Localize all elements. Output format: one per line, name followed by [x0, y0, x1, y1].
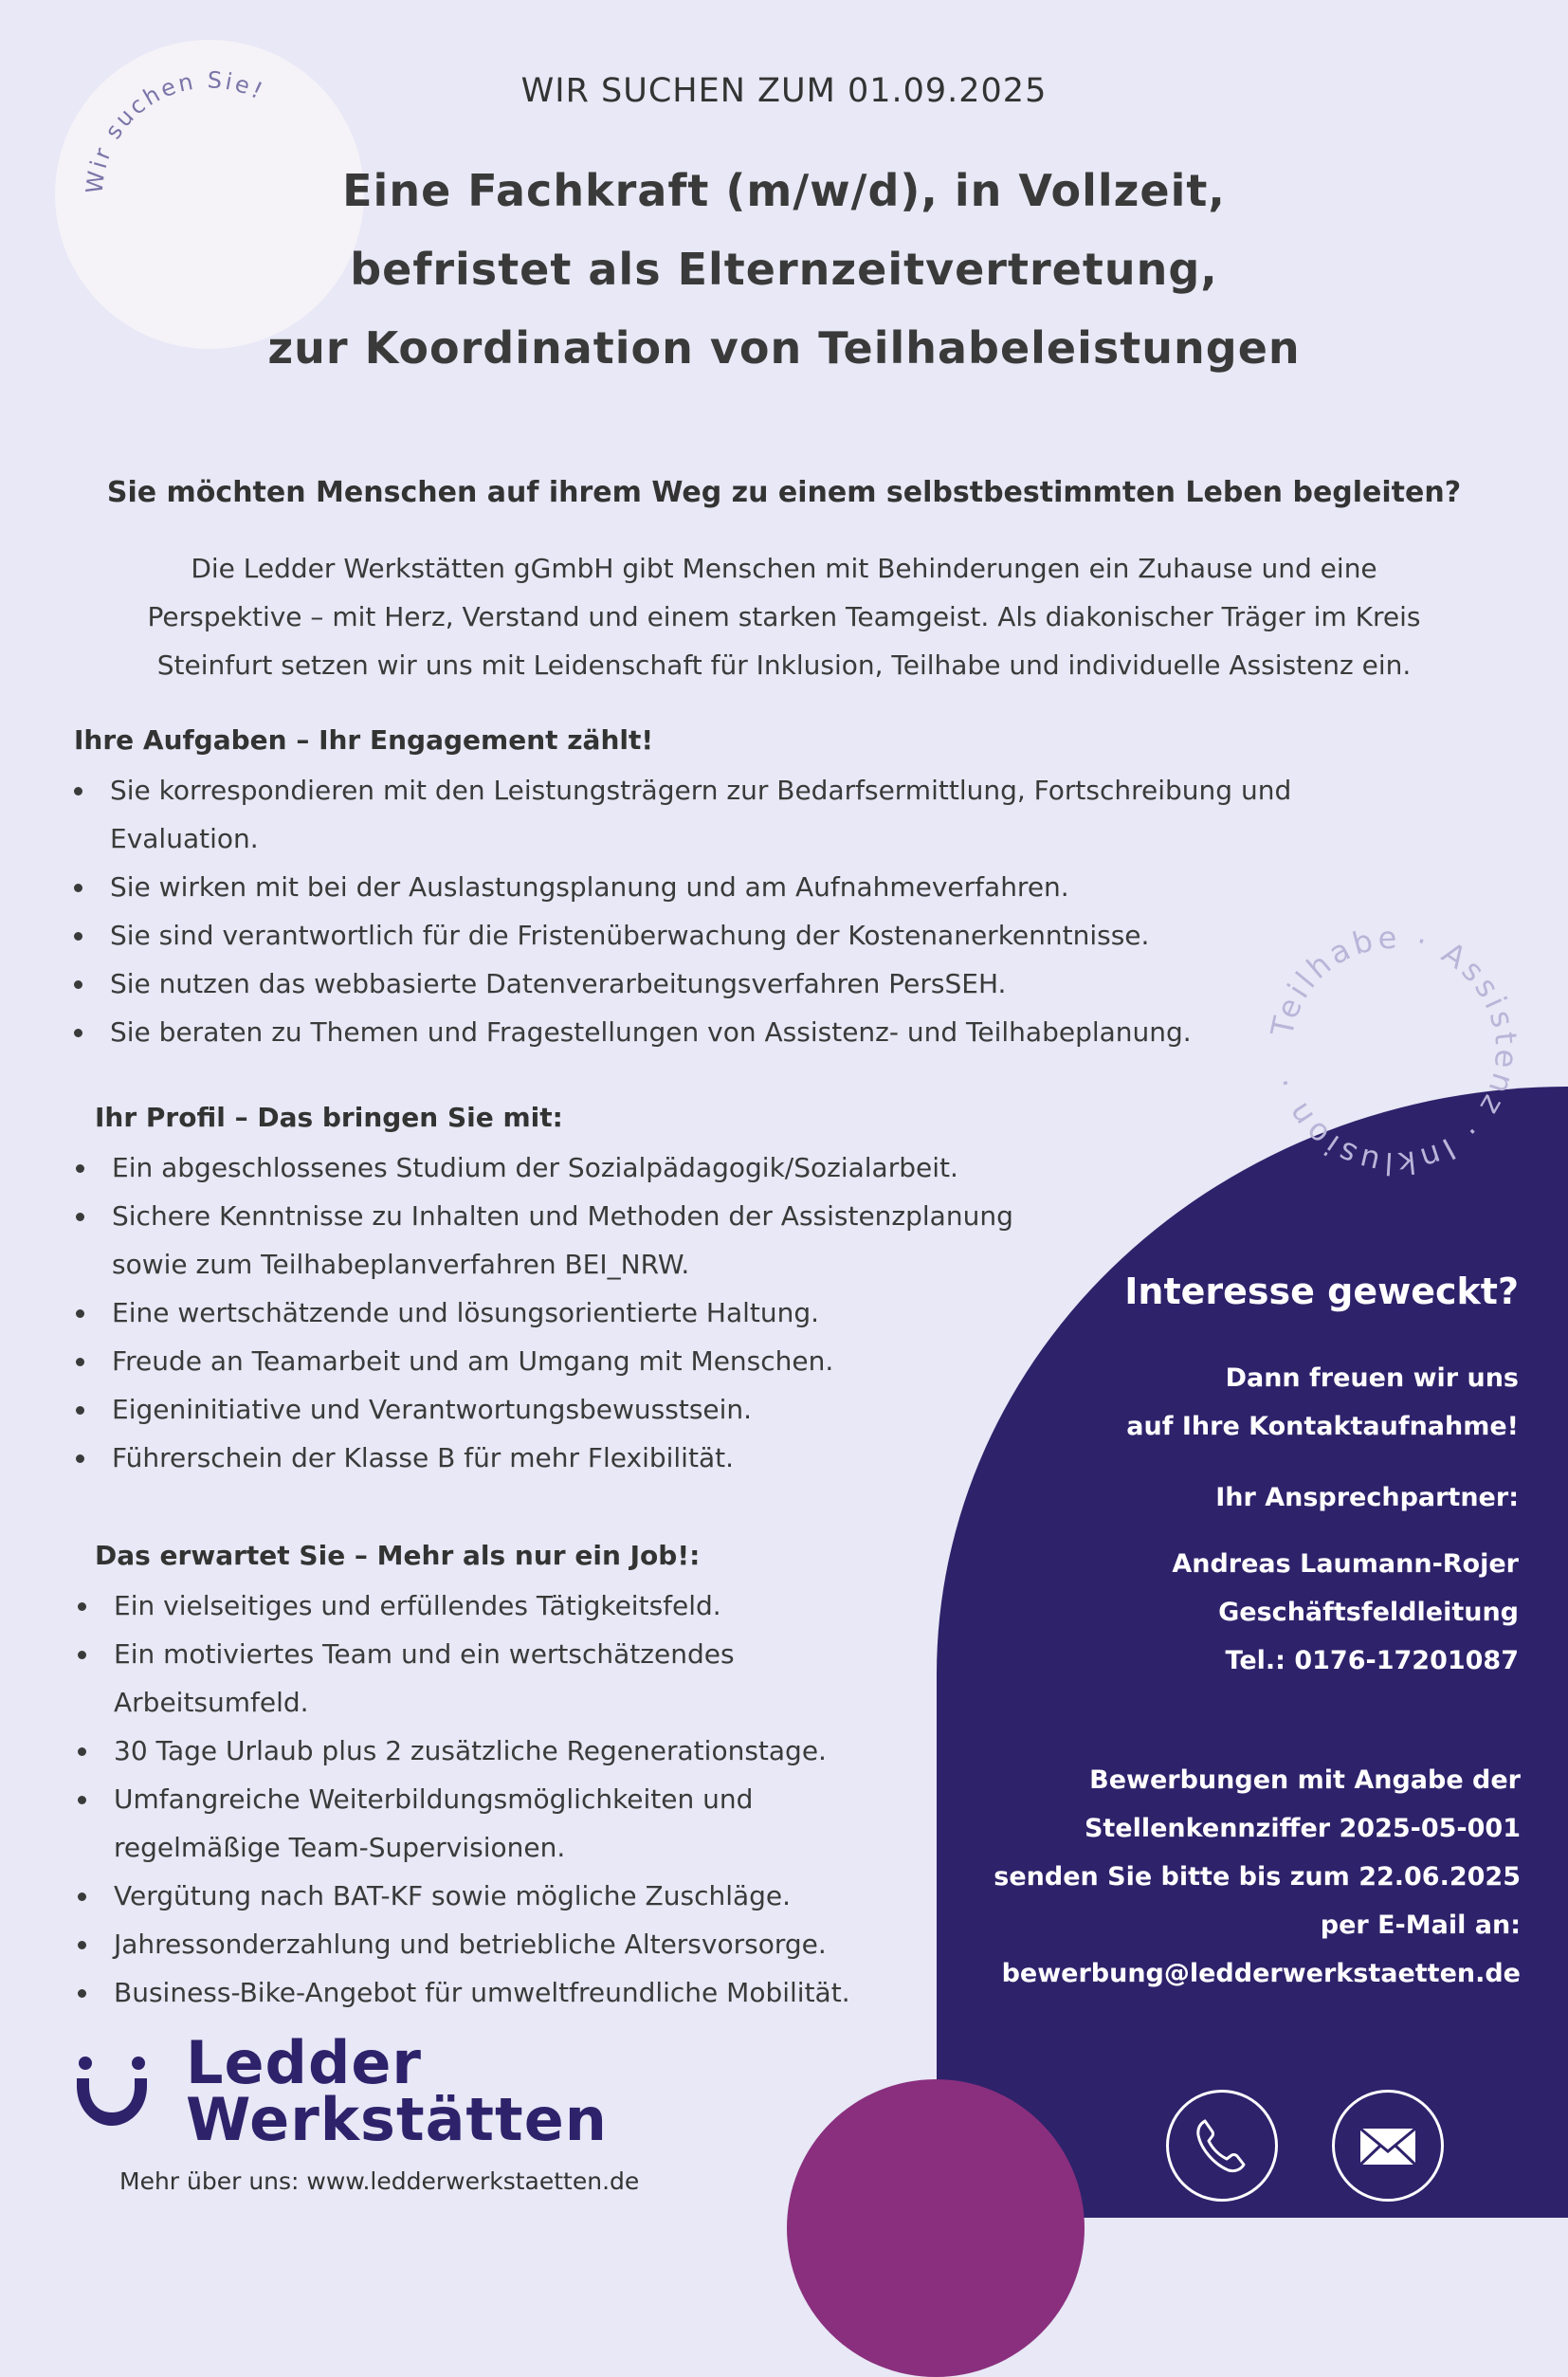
profile-item: Eigeninitiative und Verantwortungsbewusstsein. [74, 1385, 1013, 1434]
badge-teilhabe-assistenz-inklusion [1251, 908, 1536, 1193]
smiley-logo-icon [74, 2056, 159, 2131]
application-info: Bewerbungen mit Angabe der Stellenkennziffer 2025-05-001 senden Sie bitte bis zum 22.06.2025 per E-Mail an: bewerbung@ledderwerkstaetten.de [994, 1756, 1521, 1998]
task-item: Sie wirken mit bei der Auslastungsplanung und am Aufnahmeverfahren. [72, 863, 1291, 911]
footer-website-link[interactable]: Mehr über uns: www.ledderwerkstaetten.de [119, 2167, 640, 2195]
profile-item: Eine wertschätzende und lösungsorientierte Haltung. [74, 1289, 1013, 1337]
badge-top-text: Wir suchen Sie! [81, 66, 269, 195]
intro-line: Steinfurt setzen wir uns mit Leidenschaft für Inklusion, Teilhabe und individuelle Assistenz ein. [156, 649, 1412, 681]
logo-line-1: Ledder [186, 2028, 422, 2097]
intro-paragraph [66, 544, 1502, 689]
contact-person-role: Geschäftsfeldleitung [1218, 1598, 1519, 1627]
profile-title: Ihr Profil – Das bringen Sie mit: [95, 1102, 563, 1133]
tasks-list [72, 766, 1291, 1056]
badge-right-text: Teilhabe · Assistenz · Inklusion · [1264, 919, 1525, 1182]
task-item: Sie beraten zu Themen und Fragestellungen von Assistenz- und Teilhabeplanung. [72, 1008, 1291, 1056]
benefit-item: 30 Tage Urlaub plus 2 zusätzliche Regenerationstage. [76, 1727, 850, 1775]
intro-question: Sie möchten Menschen auf ihrem Weg zu einem selbstbestimmten Leben begleiten? [106, 476, 1462, 509]
benefit-item: Ein motiviertes Team und ein wertschätzendes Arbeitsumfeld. [76, 1630, 850, 1727]
svg-text:Teilhabe · Assistenz · Inklusi [1264, 920, 1525, 1182]
start-date-line: WIR SUCHEN ZUM 01.09.2025 [520, 72, 1048, 110]
decorative-circle-bottom [787, 2079, 1085, 2377]
headline-line: befristet als Elternzeitvertretung, [350, 244, 1218, 295]
profile-item: Sichere Kenntnisse zu Inhalten und Methoden der Assistenzplanung sowie zum Teilhabeplanverfahren BEI_NRW. [74, 1192, 1013, 1289]
phone-icon[interactable] [1166, 2090, 1278, 2202]
mail-icon[interactable] [1332, 2090, 1444, 2202]
contact-phone[interactable]: Tel.: 0176-17201087 [1225, 1646, 1519, 1675]
contact-invite: Dann freuen wir uns auf Ihre Kontaktaufnahme! [1126, 1363, 1519, 1441]
task-item: Sie sind verantwortlich für die Fristenüberwachung der Kostenanerkenntnisse. [72, 911, 1291, 960]
benefit-item: Vergütung nach BAT-KF sowie mögliche Zuschläge. [76, 1872, 850, 1920]
task-item: Sie korrespondieren mit den Leistungsträgern zur Bedarfsermittlung, Fortschreibung und Evaluation. [72, 766, 1291, 863]
profile-item: Ein abgeschlossenes Studium der Sozialpädagogik/Sozialarbeit. [74, 1143, 1013, 1192]
contact-title: Interesse geweckt? [1124, 1271, 1519, 1312]
task-item: Sie nutzen das webbasierte Datenverarbeitungsverfahren PersSEH. [72, 960, 1291, 1008]
benefits-title: Das erwartet Sie – Mehr als nur ein Job!: [95, 1540, 701, 1571]
tasks-title: Ihre Aufgaben – Ihr Engagement zählt! [74, 724, 654, 756]
intro-line: Die Ledder Werkstätten gGmbH gibt Menschen mit Behinderungen ein Zuhause und eine [191, 553, 1377, 584]
benefit-item: Umfangreiche Weiterbildungsmöglichkeiten und regelmäßige Team-Supervisionen. [76, 1775, 850, 1872]
benefit-item: Jahressonderzahlung und betriebliche Altersvorsorge. [76, 1920, 850, 1968]
contact-person-label: Ihr Ansprechpartner: [1215, 1483, 1519, 1512]
contact-person [1172, 1540, 1519, 1685]
benefit-item: Business-Bike-Angebot für umweltfreundliche Mobilität. [76, 1968, 850, 2017]
benefit-item: Ein vielseitiges und erfüllendes Tätigkeitsfeld. [76, 1582, 850, 1630]
profile-item: Freude an Teamarbeit und am Umgang mit Menschen. [74, 1337, 1013, 1385]
intro-line: Perspektive – mit Herz, Verstand und einem starken Teamgeist. Als diakonischer Träger im Kreis [147, 601, 1421, 632]
benefits-list [76, 1582, 850, 2017]
logo-wordmark [186, 2028, 608, 2154]
headline-line: zur Koordination von Teilhabeleistungen [267, 322, 1301, 374]
logo-line-2: Werkstätten [186, 2085, 608, 2154]
contact-person-name: Andreas Laumann-Rojer [1172, 1549, 1519, 1579]
application-email-link[interactable]: bewerbung@ledderwerkstaetten.de [1001, 1959, 1521, 1988]
profile-item: Führerschein der Klasse B für mehr Flexibilität. [74, 1434, 1013, 1482]
profile-list [74, 1143, 1013, 1482]
headline-line: Eine Fachkraft (m/w/d), in Vollzeit, [342, 165, 1226, 216]
job-headline [0, 152, 1568, 388]
